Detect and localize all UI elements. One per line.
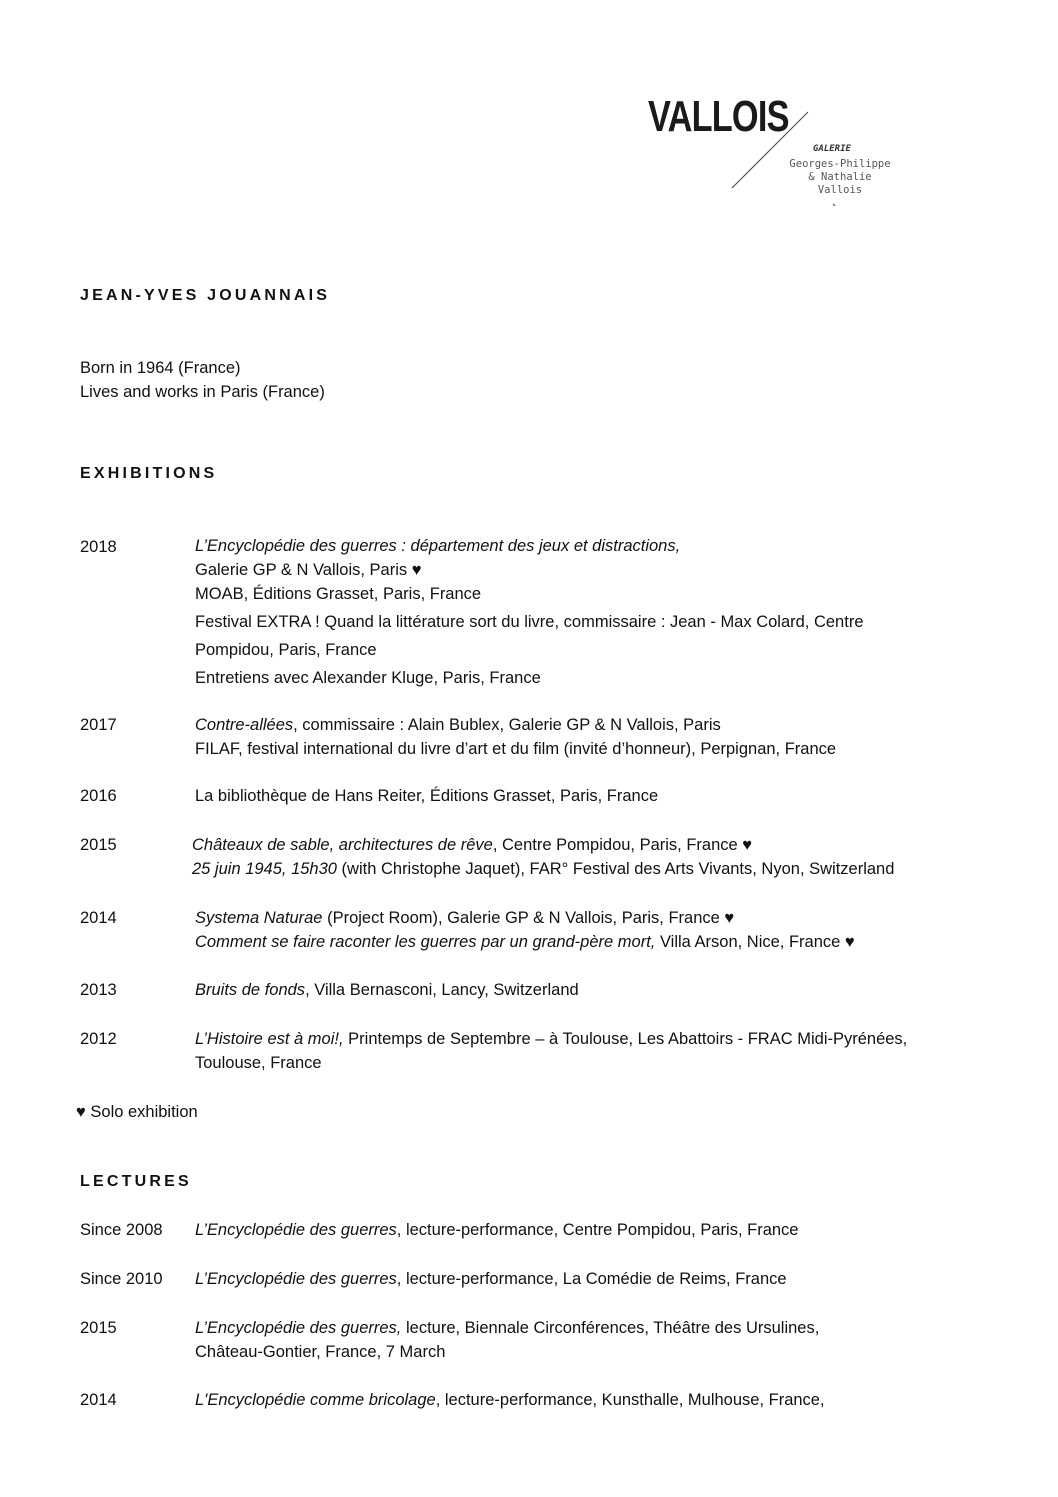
entry-line: Festival EXTRA ! Quand la littérature sort du livre, commissaire : Jean - Max Colard, Centre — [195, 613, 864, 631]
entry-line: Entretiens avec Alexander Kluge, Paris, France — [195, 669, 541, 687]
exhibition-title: L’Encyclopédie des guerres : département des jeux et distractions, — [195, 537, 681, 555]
entry-line — [195, 930, 855, 954]
exhibition-year: 2017 — [80, 716, 117, 734]
exhibition-year: 2012 — [80, 1030, 117, 1048]
exhibition-title: Châteaux de sable, architectures de rêve — [192, 836, 493, 854]
lecture-title: L’Encyclopédie des guerres — [195, 1270, 397, 1288]
lecture-year: 2014 — [80, 1391, 117, 1409]
entry-line: La bibliothèque de Hans Reiter, Éditions Grasset, Paris, France — [195, 787, 659, 805]
lecture-title: L’Encyclopédie des guerres, — [195, 1319, 402, 1337]
exhibitions-heading: EXHIBITIONS — [80, 465, 218, 482]
bio-birth: Born in 1964 (France) — [80, 359, 241, 377]
exhibition-entry-2013 — [195, 978, 579, 1002]
exhibition-details: (with Christophe Jaquet), FAR° Festival des Arts Vivants, Nyon, Switzerland — [336, 860, 895, 878]
exhibition-title: Systema Naturae — [195, 909, 323, 927]
bio-residence: Lives and works in Paris (France) — [80, 383, 325, 401]
entry-line — [192, 833, 894, 857]
entry-line: Château-Gontier, France, 7 March — [195, 1343, 446, 1361]
exhibition-year: 2016 — [80, 787, 117, 805]
exhibition-details: , Centre Pompidou, Paris, France ♥ — [492, 836, 753, 854]
lectures-heading: LECTURES — [80, 1173, 192, 1190]
entry-line — [195, 1388, 825, 1412]
exhibition-year: 2013 — [80, 981, 117, 999]
entry-line: Galerie GP & N Vallois, Paris ♥ — [195, 561, 422, 579]
lecture-details: , lecture-performance, Kunsthalle, Mulhouse, France, — [435, 1391, 825, 1409]
exhibition-details: Villa Arson, Nice, France ♥ — [655, 933, 855, 951]
exhibition-details: , commissaire : Alain Bublex, Galerie GP & N Vallois, Paris — [293, 716, 721, 734]
logo-name-line: & Nathalie — [808, 171, 872, 183]
entry-line — [195, 1267, 787, 1291]
exhibition-title: Contre-allées — [195, 716, 294, 734]
lecture-entry — [195, 1316, 819, 1364]
lecture-year: Since 2008 — [80, 1221, 163, 1239]
exhibition-year: 2015 — [80, 836, 117, 854]
lecture-year: 2015 — [80, 1319, 117, 1337]
entry-line: Toulouse, France — [195, 1054, 322, 1072]
entry-line: Pompidou, Paris, France — [195, 641, 377, 659]
lecture-year: Since 2010 — [80, 1270, 163, 1288]
exhibition-entry-2015 — [192, 833, 894, 881]
entry-line: MOAB, Éditions Grasset, Paris, France — [195, 585, 482, 603]
logo-galerie-label: GALERIE — [813, 144, 851, 154]
gallery-logo — [640, 86, 910, 206]
exhibition-entry-2014 — [195, 906, 855, 954]
exhibition-title: Comment se faire raconter les guerres par un grand-père mort, — [195, 933, 656, 951]
exhibition-entry-2018 — [195, 534, 680, 606]
entry-line: FILAF, festival international du livre d’art et du film (invité d’honneur), Perpignan, France — [195, 740, 837, 758]
exhibition-title: L’Histoire est à moi!, — [195, 1030, 344, 1048]
entry-line — [195, 1218, 798, 1242]
exhibition-details: , Villa Bernasconi, Lancy, Switzerland — [305, 981, 579, 999]
logo-name-line: Georges-Philippe — [789, 158, 891, 170]
entry-line — [195, 713, 836, 737]
entry-line — [195, 534, 680, 558]
lecture-details: , lecture-performance, Centre Pompidou, Paris, France — [396, 1221, 799, 1239]
entry-line — [195, 978, 579, 1002]
entry-line — [192, 857, 894, 881]
logo-wordmark: VALLOIS — [648, 92, 789, 141]
exhibition-details: Printemps de Septembre – à Toulouse, Les Abattoirs - FRAC Midi-Pyrénées, — [343, 1030, 908, 1048]
logo-owner-names — [785, 158, 895, 197]
lecture-title: L'Encyclopédie comme bricolage — [195, 1391, 436, 1409]
exhibition-entry-2012 — [195, 1027, 907, 1075]
lecture-entry — [195, 1267, 787, 1291]
entry-line — [195, 906, 855, 930]
exhibition-year: 2014 — [80, 909, 117, 927]
exhibition-year: 2018 — [80, 538, 117, 556]
lecture-entry — [195, 1388, 825, 1412]
solo-exhibition-legend: ♥ Solo exhibition — [76, 1103, 198, 1121]
exhibition-entry-2016 — [195, 784, 658, 808]
entry-line — [195, 1027, 907, 1051]
entry-line — [195, 1316, 819, 1340]
exhibition-entry-2018-cont — [195, 610, 864, 694]
exhibition-entry-2017 — [195, 713, 836, 761]
lecture-entry — [195, 1218, 798, 1242]
lecture-details: lecture, Biennale Circonférences, Théâtre des Ursulines, — [401, 1319, 820, 1337]
lecture-details: , lecture-performance, La Comédie de Reims, France — [396, 1270, 787, 1288]
lecture-title: L’Encyclopédie des guerres — [195, 1221, 397, 1239]
logo-name-line: Vallois — [817, 184, 863, 196]
exhibition-title: 25 juin 1945, 15h30 — [192, 860, 337, 878]
artist-name: JEAN-YVES JOUANNAIS — [80, 287, 331, 304]
exhibition-details: (Project Room), Galerie GP & N Vallois, Paris, France ♥ — [322, 909, 735, 927]
exhibition-title: Bruits de fonds — [195, 981, 306, 999]
